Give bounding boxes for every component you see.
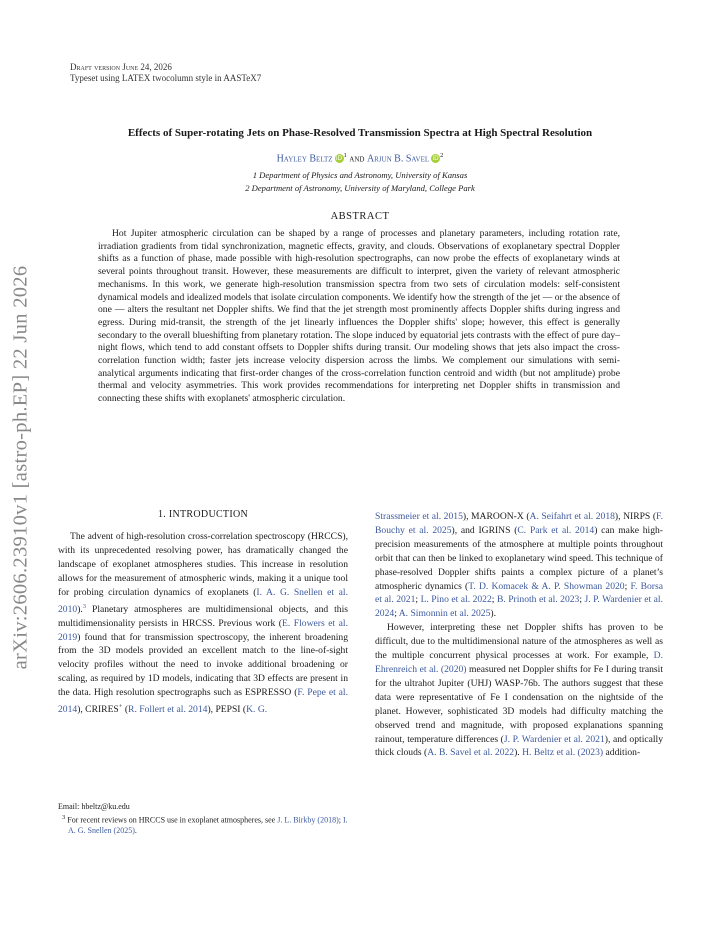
left-column xyxy=(58,530,348,717)
typeset-line: Typeset using LATEX twocolumn style in AASTeX7 xyxy=(70,73,262,83)
citation-link[interactable]: J. P. Wardenier et al. 2021 xyxy=(503,733,605,745)
paragraph: The advent of high-resolution cross-correlation spectroscopy (HRCCS), with its unprecedented resolving power, has dramatically changed the landscape of exoplanet atmospheres studies. This increase in resolution allows for the measurement of atmospheric winds, making it a unique tool for probing circulation dynamics of exoplanets (I. A. G. Snellen et al. 2010).$^3$ Planetary atmospheres are multidimensional objects, and this multidimensionality persists in HRCSS. Previous work (E. Flowers et al. 2019) found that for transmission spectroscopy, the inherent broadening from the 3D models provided an excellent match to the line-of-sight velocity profiles without the need to invoke additional broadening or scaling, as required by 1D models, indicating that 3D effects are present in the data. High resolution spectrographs such as ESPRESSO (F. Pepe et al. 2014), CRIRES+ (R. Follert et al. 2014), PEPSI (K. G. xyxy=(58,531,348,716)
citation-link[interactable]: F. Borsa et al. 2021 xyxy=(375,580,663,606)
citation-link[interactable]: R. Follert et al. 2014 xyxy=(128,704,208,716)
citation-link[interactable]: D. Ehrenreich et al. (2020) xyxy=(375,650,663,675)
citation-link[interactable]: A. Seifahrt et al. 2018 xyxy=(529,511,615,522)
author-name[interactable]: Hayley Beltz xyxy=(276,153,333,165)
paragraph: Strassmeier et al. 2015), MAROON-X (A. Seifahrt et al. 2018), NIRPS (F. Bouchy et al. 2025), and IGRINS (C. Park et al. 2014) can make high-precision measurements of the atmosphere at multiple points throughout orbit that can then be linked to exoplanetary wind speed. This technique of phase-resolved Doppler shifts paints a complex picture of a planet’s atmospheric dynamics (T. D. Komacek & A. P. Showman 2020; F. Borsa et al. 2021; L. Pino et al. 2022; B. Prinoth et al. 2023; J. P. Wardenier et al. 2024; A. Simonnin et al. 2025). xyxy=(375,511,664,620)
citation-link[interactable]: B. Prinoth et al. 2023 xyxy=(496,594,580,606)
citation-link[interactable]: I. A. G. Snellen et al. 2010 xyxy=(58,586,348,615)
citation-link[interactable]: K. G. xyxy=(246,704,268,716)
citation-link[interactable]: I. A. G. Snellen (2025) xyxy=(68,815,348,835)
citation-link[interactable]: A. B. Savel et al. 2022 xyxy=(427,747,515,759)
citation-link[interactable]: F. Bouchy et al. 2025 xyxy=(375,511,663,536)
orcid-icon[interactable]: iD xyxy=(432,155,439,163)
orcid-icon[interactable]: iD xyxy=(335,155,343,163)
citation-link[interactable]: J. P. Wardenier et al. 2024 xyxy=(375,594,664,620)
footnote-marker[interactable]: 3 xyxy=(82,602,87,610)
draft-version-line: Draft version June 24, 2026 xyxy=(70,62,172,72)
affiliation: 1 Department of Physics and Astronomy, University of Kansas xyxy=(252,170,468,180)
arxiv-identifier: arXiv:2606.23910v1 [astro-ph.EP] 22 Jun 2026 xyxy=(9,265,32,669)
footnotes xyxy=(58,802,348,836)
citation-link[interactable]: L. Pino et al. 2022 xyxy=(420,594,492,606)
email-line: Email: hbeltz@ku.edu xyxy=(58,802,130,811)
citation-link[interactable]: F. Pepe et al. 2014 xyxy=(58,687,348,716)
paragraph: However, interpreting these net Doppler shifts has proven to be difficult, due to the multidimensional nature of the atmospheres as well as the multiple concurrent physical processes at work. For example, D. Ehrenreich et al. (2020) measured net Doppler shifts for Fe I during transit for the ultrahot Jupiter (UHJ) WASP-76b. The authors suggest that these data were representative of Fe I condensation on the nightside of the planet. However, sophisticated 3D models had difficulty matching the observed trend and magnitude, with proposed explanations spanning rainout, temperature differences (J. P. Wardenier et al. 2021), and optically thick clouds (A. B. Savel et al. 2022). H. Beltz et al. (2023) addition- xyxy=(375,622,664,759)
author-name[interactable]: Arjun B. Savel xyxy=(366,153,430,165)
arxiv-stamp xyxy=(4,232,38,702)
footnote: $^3$ For recent reviews on HRCCS use in exoplanet atmospheres, see J. L. Birkby (2018); I. A. G. Snellen (2025). xyxy=(62,813,348,835)
author-list: Hayley Beltz $iD^1$ and Arjun B. Savel $iD^2$ xyxy=(276,152,444,165)
citation-link[interactable]: J. L. Birkby (2018) xyxy=(277,815,339,825)
citation-link[interactable]: T. D. Komacek & A. P. Showman 2020 xyxy=(468,580,625,592)
citation-link[interactable]: A. Simonnin et al. 2025 xyxy=(398,608,491,620)
abstract-heading: ABSTRACT xyxy=(330,211,390,222)
section-heading: 1. INTRODUCTION xyxy=(157,509,249,520)
citation-link[interactable]: Strassmeier et al. 2015 xyxy=(375,511,463,522)
affiliation: 2 Department of Astronomy, University of Maryland, College Park xyxy=(245,183,475,193)
right-column xyxy=(375,510,663,760)
citation-link[interactable]: E. Flowers et al. 2019 xyxy=(58,617,348,643)
citation-link[interactable]: H. Beltz et al. (2023) xyxy=(522,747,604,759)
citation-link[interactable]: C. Park et al. 2014 xyxy=(517,524,595,536)
paper-title: Effects of Super-rotating Jets on Phase-Resolved Transmission Spectra at High Spectral Resolution xyxy=(127,127,593,139)
abstract-text: Hot Jupiter atmospheric circulation can be shaped by a range of processes and planetary parameters, including rotation rate, irradiation gradients from tidal synchronization, magnetic effects, gravity, and clouds. Observations of exoplanetary spectral Doppler shifts as a function of phase, made possible with high-resolution spectrographs, can now probe the effects of exoplanetary winds at several points throughout transit. However, these measurements are difficult to interpret, given the variety of relevant atmospheric mechanisms. In this work, we generate high-resolution transmission spectra from two sets of circulation models: self-consistent dynamical models and idealized models that isolate circulation components. We identify how the strength of the jet — or the absence of one — alters the resultant net Doppler shifts. We find that the jet strength most prominently affects Doppler shifts during ingress and egress. During mid-transit, the strength of the jet linearly influences the Doppler shifts' slope; however, this effect is generally secondary to the overall blueshifting from planetary rotation. The slope induced by equatorial jets contrasts with the effect of pure day–night flows, which tend to add constant offsets to Doppler shifts during transit. Our modeling shows that jets also impact the cross-correlation function width; faster jets increase velocity dispersion across the limbs. We complement our simulations with semi-analytical arguments indicating that first-order changes of the cross-correlation function centroid and width (but not amplitude) probe thermal and velocity asymmetries. This work provides recommendations for interpreting net Doppler shifts in transmission and connecting these shifts with exoplanets' atmospheric circulation. xyxy=(98,228,620,405)
